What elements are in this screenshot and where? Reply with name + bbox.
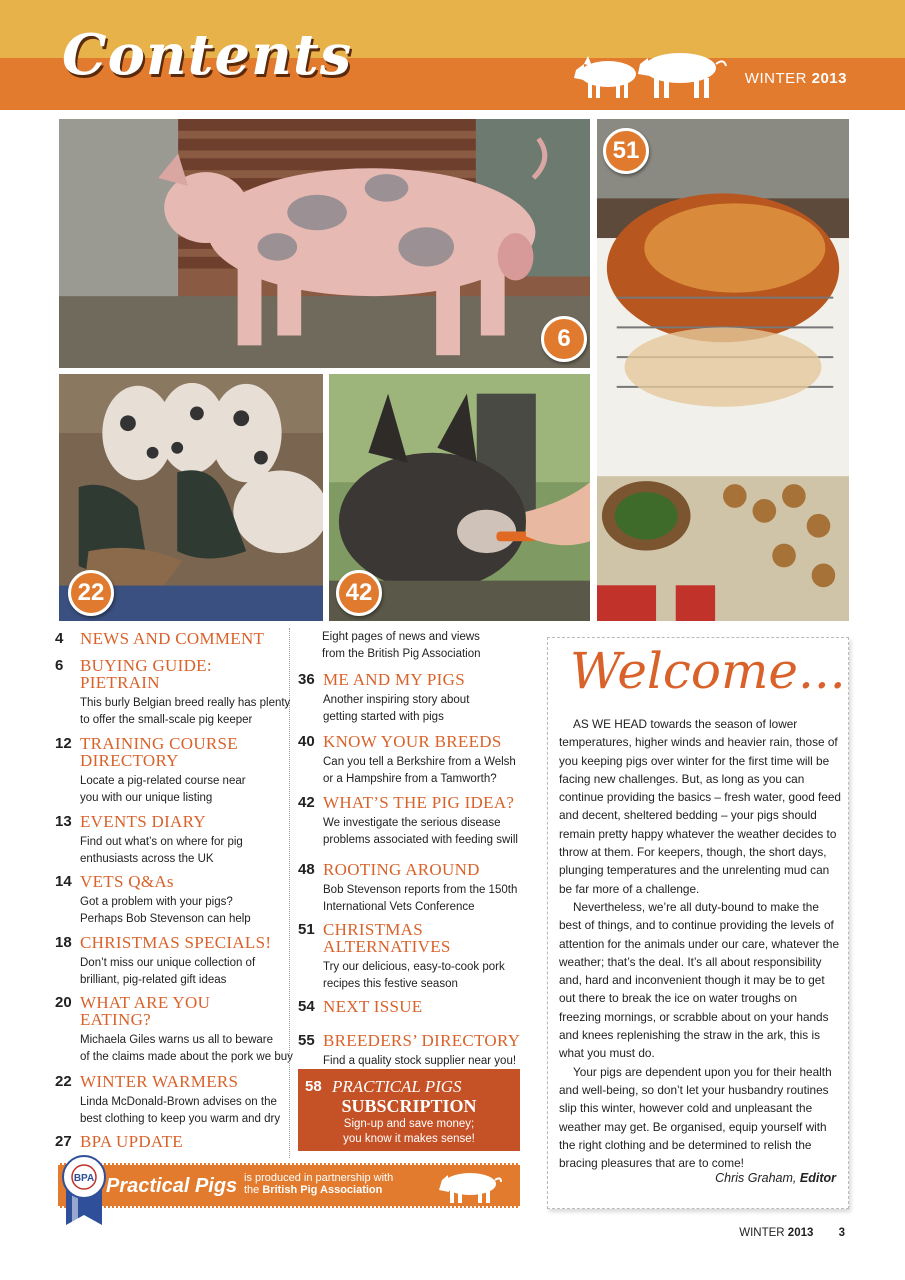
subscription-line2: SUBSCRIPTION: [341, 1096, 477, 1116]
contents-description-line: Try our delicious, easy-to-cook pork: [323, 961, 505, 973]
contents-description: [323, 692, 469, 726]
page-badge: 22: [68, 570, 114, 616]
contents-description: [80, 894, 251, 928]
contents-description-line: or a Hampshire from a Tamworth?: [323, 773, 497, 785]
welcome-paragraph: Your pigs are dependent upon you for their health and well-being, so don’t let your husbandry routines slip this winter, however cold and unpleasant the weather may get. Be organised, equip yourself with the right clothing and be determined to relish the bracing pleasures that are to come!: [559, 1064, 832, 1171]
contents-page-number: 14: [55, 873, 72, 890]
subscription-desc-line: Sign-up and save money;: [343, 1118, 475, 1130]
subscription-desc-line: you know it makes sense!: [343, 1133, 475, 1145]
contents-heading-line: WINTER WARMERS: [80, 1072, 239, 1091]
bpa-update-desc-line: from the British Pig Association: [322, 648, 481, 660]
page-badge: 6: [541, 316, 587, 362]
contents-page-number: 42: [298, 794, 315, 811]
column-divider: [289, 628, 290, 1158]
contents-page-number: 48: [298, 861, 315, 878]
contents-description-line: Don’t miss our unique collection of: [80, 957, 256, 969]
page-badge: 51: [603, 128, 649, 174]
contents-description: [80, 955, 255, 989]
contents-heading-line: ME AND MY PIGS: [323, 670, 465, 689]
editor-name: Chris Graham,: [715, 1171, 797, 1185]
pig-eating-carrot-photo: [327, 372, 592, 623]
contents-heading-line: TRAINING COURSE: [80, 734, 238, 753]
contents-heading: [80, 735, 238, 769]
contents-heading-line: CHRISTMAS: [323, 920, 424, 939]
contents-heading-line: NEWS AND COMMENT: [80, 629, 265, 648]
contents-heading-line: WHAT’S THE PIG IDEA?: [323, 793, 515, 812]
contents-page-number: 54: [298, 998, 315, 1015]
welcome-paragraph: AS WE HEAD towards the season of lower temperatures, higher winds and heavier rain, those of you keeping pigs over winter for the first time will be facing new challenges. But, as long as you can continue providing the basics – fresh water, good feed and decent, sheltered bedding – your pigs should remain pretty happy whatever the weather decides to throw at them. For keepers, though, the short days, plunging temperatures and the unrelenting mud can be far more of a challenge.: [559, 717, 841, 896]
contents-page-number: 55: [298, 1032, 315, 1049]
contents-description: [323, 815, 518, 849]
contents-heading: [80, 994, 210, 1028]
contents-description-line: Michaela Giles warns us all to beware: [80, 1034, 274, 1046]
editor-role: Editor: [799, 1171, 836, 1185]
contents-description: [80, 834, 243, 868]
bpa-logo-text: BPA: [73, 1173, 95, 1184]
contents-page-number: 6: [55, 657, 64, 674]
folio-season: WINTER: [739, 1227, 785, 1239]
contents-description-line: getting started with pigs: [323, 711, 444, 723]
contents-page-number: 40: [298, 733, 315, 750]
welcome-panel: [547, 637, 849, 1209]
issue-year: 2013: [811, 70, 847, 87]
contents-page-number: 36: [298, 671, 315, 688]
contents-heading-line: KNOW YOUR BREEDS: [323, 732, 502, 751]
contents-page-number: 20: [55, 994, 72, 1011]
contents-description: [80, 1094, 280, 1128]
contents-page-number: 13: [55, 813, 72, 830]
contents-description-line: recipes this festive season: [323, 978, 458, 990]
contents-page-number: 51: [298, 921, 315, 938]
contents-description-line: This burly Belgian breed really has plenty: [80, 697, 291, 709]
contents-heading: [80, 813, 206, 830]
partner-text: [244, 1172, 393, 1196]
contents-heading-line: NEXT ISSUE: [323, 997, 423, 1016]
contents-description-line: Bob Stevenson reports from the 150th: [323, 884, 518, 896]
bpa-logo-icon: [62, 1153, 106, 1225]
roast-pork-photo: [595, 117, 851, 623]
welcome-body: [559, 715, 841, 1172]
subscription-line1: PRACTICAL PIGS: [332, 1077, 462, 1096]
partner-line2-bold: British Pig Association: [262, 1184, 383, 1196]
subscription-box[interactable]: [298, 1069, 520, 1151]
partner-brand: Practical Pigs: [106, 1175, 238, 1197]
contents-description-line: Locate a pig-related course near: [80, 775, 246, 787]
pigs-logo-icon: [570, 44, 735, 102]
contents-description-line: Find a quality stock supplier near you!: [323, 1055, 517, 1067]
contents-heading-line: ROOTING AROUND: [323, 860, 480, 879]
contents-description-line: enthusiasts across the UK: [80, 853, 214, 865]
page-folio: [739, 1227, 845, 1239]
contents-heading-line: BREEDERS’ DIRECTORY: [323, 1031, 521, 1050]
issue-date: [745, 70, 847, 87]
pietrain-boar-photo: [57, 117, 592, 370]
issue-season: WINTER: [744, 70, 807, 87]
contents-heading-line: BPA UPDATE: [80, 1132, 183, 1151]
contents-page-number: 4: [55, 630, 64, 647]
folio-year: 2013: [787, 1227, 814, 1239]
contents-heading-line: EVENTS DIARY: [80, 812, 206, 831]
contents-heading: [323, 1032, 520, 1049]
welcome-title: Welcome...: [570, 642, 846, 700]
contents-heading-line: BUYING GUIDE:: [80, 656, 212, 675]
contents-heading: [323, 794, 514, 811]
contents-page-number: 12: [55, 735, 72, 752]
contents-description-line: best clothing to keep you warm and dry: [80, 1113, 281, 1125]
contents-description: [323, 959, 505, 993]
contents-description-line: We investigate the serious disease: [323, 817, 501, 829]
partner-line1: is produced in partnership with: [244, 1172, 394, 1184]
contents-description-line: Can you tell a Berkshire from a Welsh: [323, 756, 516, 768]
bpa-update-desc-line: Eight pages of news and views: [322, 631, 480, 643]
contents-heading: [323, 733, 502, 750]
contents-heading-line: DIRECTORY: [80, 751, 179, 770]
contents-heading: [80, 934, 271, 951]
contents-heading: [80, 657, 212, 691]
contents-heading: [80, 630, 264, 647]
contents-description: [323, 754, 516, 788]
contents-description: [323, 882, 517, 916]
page-badge: 42: [336, 570, 382, 616]
page-title: Contents: [62, 22, 353, 88]
contents-heading: [323, 998, 423, 1015]
welcome-paragraph: Nevertheless, we’re all duty-bound to make the best of things, and to continue providing the levels of attention for the animals under our care, whatever the weather; that’s the deal. It’s all about responsibility and, hard and inconvenient though it may be to get out there to break the ice on water troughs on freezing mornings, or scrabble about on your hands and knees replenishing the straw in the ark, this is what you must do.: [559, 899, 840, 1061]
contents-heading-line: PIETRAIN: [80, 673, 160, 692]
piglets-and-boots-photo: [57, 372, 325, 623]
contents-description-line: to offer the small-scale pig keeper: [80, 714, 253, 726]
contents-heading-line: VETS Q&As: [80, 872, 174, 891]
contents-description: [323, 1053, 516, 1070]
contents-description: [80, 1032, 293, 1066]
contents-heading-line: ALTERNATIVES: [323, 937, 451, 956]
contents-description-line: International Vets Conference: [323, 901, 475, 913]
contents-description-line: of the claims made about the pork we buy: [80, 1051, 293, 1063]
contents-heading: [323, 861, 480, 878]
editor-signature: [715, 1171, 836, 1185]
contents-heading-line: CHRISTMAS SPECIALS!: [80, 933, 272, 952]
contents-page-number: 18: [55, 934, 72, 951]
contents-description-line: Got a problem with your pigs?: [80, 896, 233, 908]
contents-description-line: Linda McDonald-Brown advises on the: [80, 1096, 277, 1108]
page-number: 3: [838, 1227, 845, 1239]
contents-description: [80, 773, 246, 807]
contents-heading: [80, 1133, 183, 1150]
contents-heading: [80, 873, 174, 890]
contents-heading: [80, 1073, 238, 1090]
contents-description-line: Find out what’s on where for pig: [80, 836, 243, 848]
contents-description-line: problems associated with feeding swill: [323, 834, 518, 846]
contents-heading-line: WHAT ARE YOU: [80, 993, 211, 1012]
contents-description-line: brilliant, pig-related gift ideas: [80, 974, 227, 986]
contents-description-line: Another inspiring story about: [323, 694, 470, 706]
contents-heading: [323, 921, 451, 955]
contents-description: [80, 695, 290, 729]
contents-description-line: you with our unique listing: [80, 792, 213, 804]
contents-page-number: 22: [55, 1073, 72, 1090]
contents-page-number: 27: [55, 1133, 72, 1150]
subscription-page-number: 58: [305, 1078, 322, 1095]
contents-heading: [323, 671, 465, 688]
contents-description-line: Perhaps Bob Stevenson can help: [80, 913, 251, 925]
partner-line2-prefix: the: [244, 1184, 260, 1196]
contents-heading-line: EATING?: [80, 1010, 152, 1029]
pig-silhouette-icon: [436, 1168, 502, 1204]
